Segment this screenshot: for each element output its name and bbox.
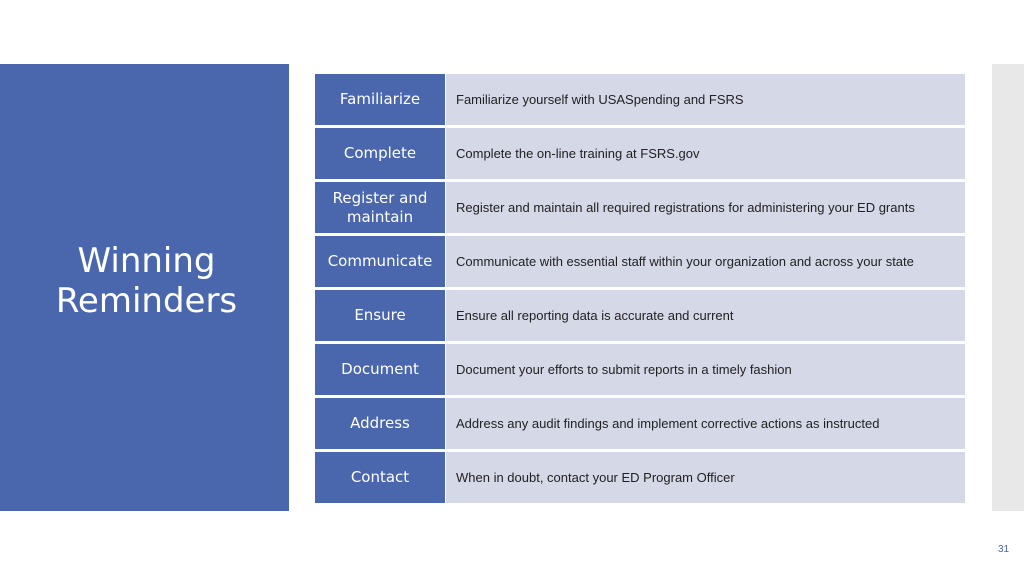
reminder-text: When in doubt, contact your ED Program Officer bbox=[446, 452, 965, 503]
reminder-text: Ensure all reporting data is accurate and current bbox=[446, 290, 965, 341]
reminder-label: Ensure bbox=[315, 290, 445, 341]
reminder-row-document bbox=[315, 344, 965, 395]
reminder-label: Register and maintain bbox=[315, 182, 445, 233]
reminder-list bbox=[315, 74, 965, 506]
reminder-row-complete bbox=[315, 128, 965, 179]
reminder-label: Communicate bbox=[315, 236, 445, 287]
reminder-label: Address bbox=[315, 398, 445, 449]
reminder-text: Familiarize yourself with USASpending and FSRS bbox=[446, 74, 965, 125]
reminder-row-register bbox=[315, 182, 965, 233]
page-number: 31 bbox=[998, 544, 1010, 555]
reminder-text: Document your efforts to submit reports in a timely fashion bbox=[446, 344, 965, 395]
slide-title: Winning Reminders bbox=[55, 240, 238, 321]
reminder-label: Document bbox=[315, 344, 445, 395]
reminder-text: Address any audit findings and implement corrective actions as instructed bbox=[446, 398, 965, 449]
reminder-label: Complete bbox=[315, 128, 445, 179]
title-panel bbox=[0, 64, 289, 511]
reminder-text: Register and maintain all required registrations for administering your ED grants bbox=[446, 182, 965, 233]
decorative-side-strip bbox=[992, 64, 1024, 511]
reminder-label: Familiarize bbox=[315, 74, 445, 125]
reminder-row-communicate bbox=[315, 236, 965, 287]
reminder-row-address bbox=[315, 398, 965, 449]
reminder-label: Contact bbox=[315, 452, 445, 503]
reminder-text: Complete the on-line training at FSRS.gov bbox=[446, 128, 965, 179]
reminder-row-ensure bbox=[315, 290, 965, 341]
reminder-row-contact bbox=[315, 452, 965, 503]
reminder-text: Communicate with essential staff within your organization and across your state bbox=[446, 236, 965, 287]
reminder-row-familiarize bbox=[315, 74, 965, 125]
